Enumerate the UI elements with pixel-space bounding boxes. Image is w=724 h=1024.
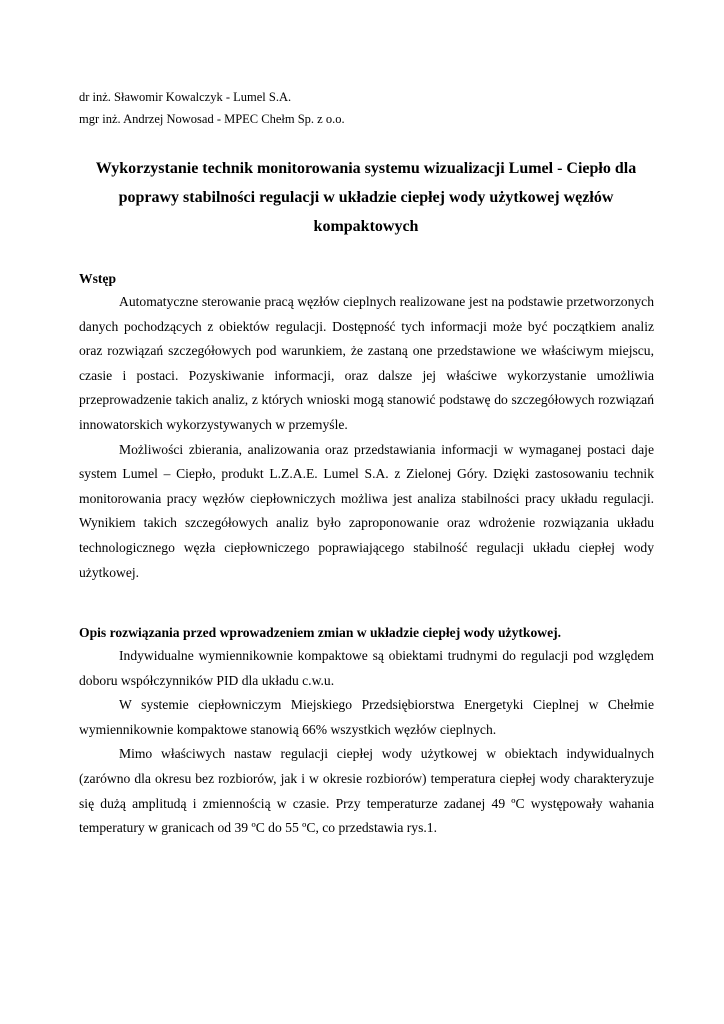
- author-list: [79, 86, 345, 130]
- section-heading-wstep: Wstęp: [79, 271, 117, 286]
- document-title: Wykorzystanie technik monitorowania systemu wizualizacji Lumel - Ciepło dla poprawy stabilności regulacji w układzie ciepłej wody użytkowej węzłów kompaktowych: [95, 160, 637, 235]
- section-body-wstep: [79, 290, 654, 585]
- author-line: mgr inż. Andrzej Nowosad - MPEC Chełm Sp. z o.o.: [79, 112, 345, 126]
- section-heading-opis: Opis rozwiązania przed wprowadzeniem zmian w układzie ciepłej wody użytkowej.: [79, 625, 562, 640]
- paragraph: Indywidualne wymiennikownie kompaktowe są obiektami trudnymi do regulacji pod względem doboru współczynników PID dla układu c.w.u.: [79, 648, 654, 688]
- paragraph: Mimo właściwych nastaw regulacji ciepłej wody użytkowej w obiektach indywidualnych (zarówno dla okresu bez rozbiorów, jak i w okresie rozbiorów) temperatura ciepłej wody charakteryzuje się dużą amplitudą i zmiennością w czasie. Przy temperaturze zadanej 49 ºC występowały wahania temperatury w granicach od 39 ºC do 55 ºC, co przedstawia rys.1.: [79, 746, 654, 836]
- paragraph: Możliwości zbierania, analizowania oraz przedstawiania informacji w wymaganej postaci daje system Lumel – Ciepło, produkt L.Z.A.E. Lumel S.A. z Zielonej Góry. Dzięki zastosowaniu technik monitorowania pracy węzłów ciepłowniczych możliwa jest analiza stabilności pracy układu regulacji. Wynikiem takich szczegółowych analiz było zaproponowanie oraz wdrożenie rozwiązania układu technologicznego węzła ciepłowniczego poprawiającego stabilność regulacji układu ciepłej wody użytkowej.: [79, 441, 654, 580]
- paragraph: Automatyczne sterowanie pracą węzłów cieplnych realizowane jest na podstawie przetworzonych danych pochodzących z obiektów regulacji. Dostępność tych informacji może być początkiem analiz oraz rozwiązań szczegółowych pod warunkiem, że zastaną one przedstawione we właściwym miejscu, czasie i postaci. Pozyskiwanie informacji, oraz dalsze jej właściwe wykorzystanie umożliwia przeprowadzenie takich analiz, z których wnioski mogą stanowić podstawę do szczegółowych rozwiązań innowatorskich wykorzystywanych w przemyśle.: [79, 294, 654, 432]
- section-body-opis: [79, 644, 654, 841]
- author-line: dr inż. Sławomir Kowalczyk - Lumel S.A.: [79, 90, 292, 104]
- paragraph: W systemie ciepłowniczym Miejskiego Przedsiębiorstwa Energetyki Cieplnej w Chełmie wymiennikownie kompaktowe stanowią 66% wszystkich węzłów cieplnych.: [79, 697, 654, 737]
